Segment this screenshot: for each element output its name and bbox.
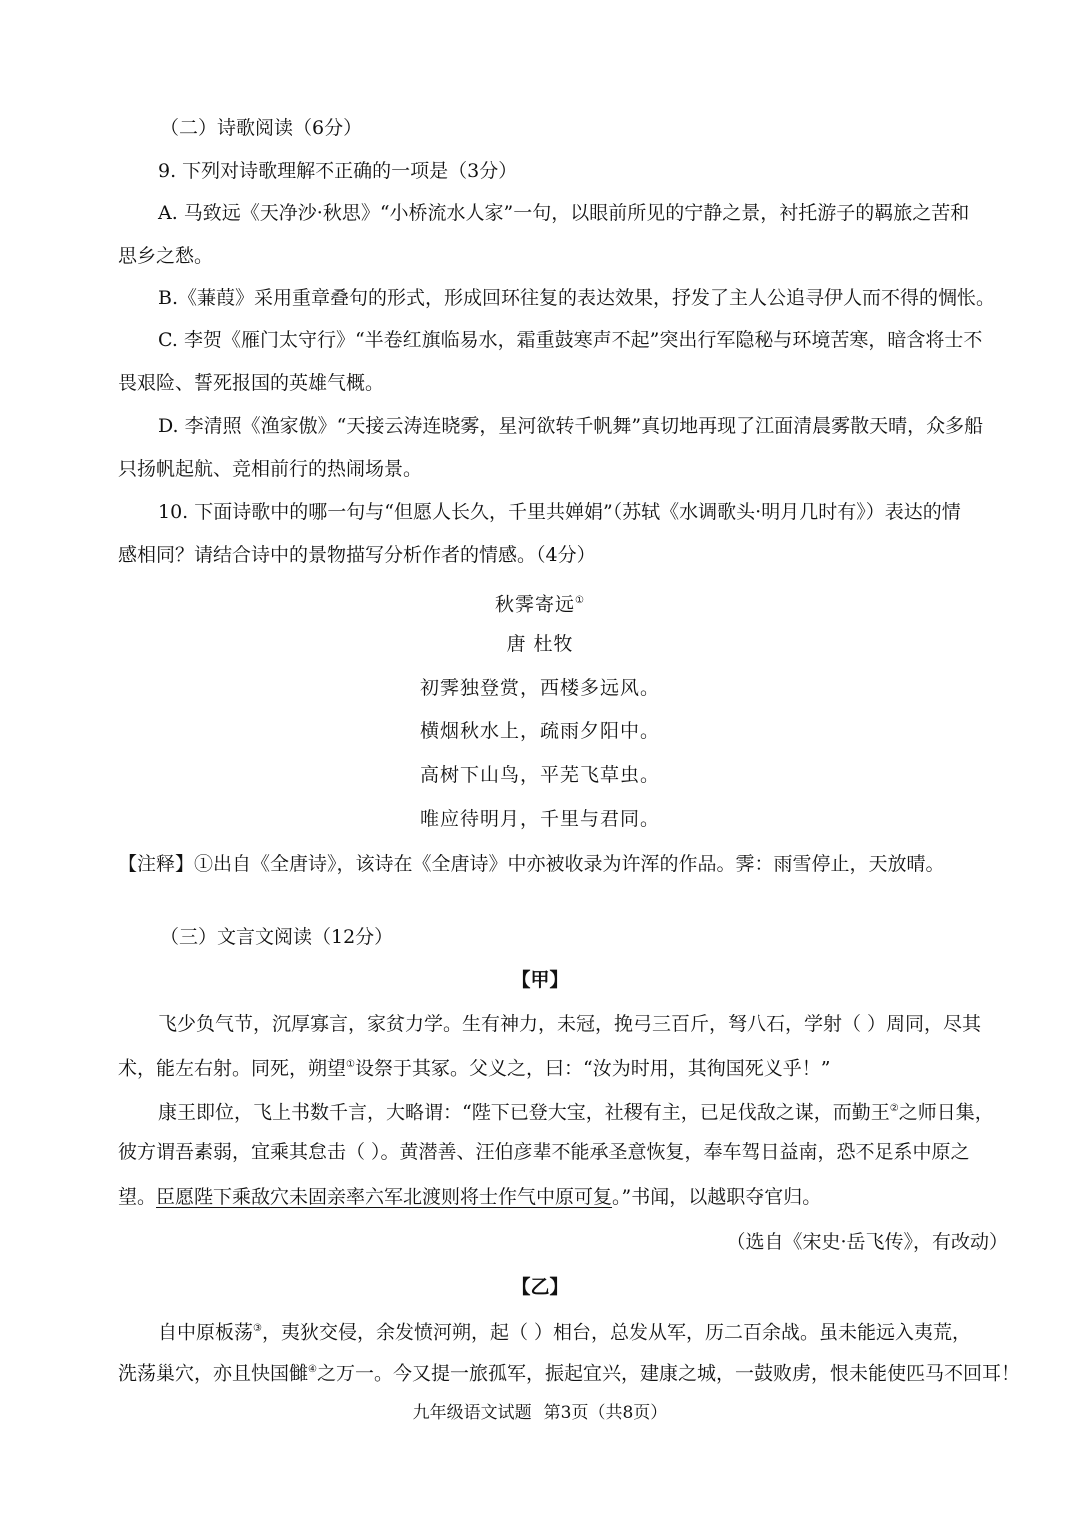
poem-title bbox=[0, 588, 1080, 617]
yi-line1 bbox=[158, 1316, 1018, 1345]
q9-option-b: B.《蒹葭》采用重章叠句的形式，形成回环往复的表达效果，抒发了主人公追寻伊人而不得的惆怅。 bbox=[158, 287, 996, 309]
jia-p1-line2-a: 术，能左右射。同死，朔望 bbox=[118, 1057, 347, 1080]
jia-p1-line1: 飞少负气节，沉厚寡言，家贫力学。生有神力，未冠，挽弓三百斤，弩八石，学射（ ）周同，尽其 bbox=[158, 1013, 982, 1035]
q10-stem-line1: 10. 下面诗歌中的哪一句与“但愿人长久，千里共婵娟”（苏轼《水调歌头·明月几时有》）表达的情 bbox=[158, 501, 961, 523]
note-mark-1: ① bbox=[346, 1059, 355, 1070]
poem-line-1: 初霁独登赏，西楼多远风。 bbox=[419, 677, 660, 699]
jia-source: （选自《宋史·岳飞传》，有改动） bbox=[726, 1231, 1008, 1253]
jia-p2-line1-b: 之师日集， bbox=[898, 1101, 994, 1124]
jia-p1-line2-b: 设祭于其冢。父义之，曰：“汝为时用，其徇国死义乎！” bbox=[354, 1057, 831, 1080]
section-2-title: （二）诗歌阅读（6分） bbox=[160, 117, 363, 139]
poem-line-2: 横烟秋水上，疏雨夕阳中。 bbox=[419, 720, 660, 742]
jia-p2-line1 bbox=[158, 1096, 1018, 1125]
passage-jia-label: 【甲】 bbox=[511, 969, 569, 991]
q9-option-d-line1: D. 李清照《渔家傲》“天接云涛连晓雾，星河欲转千帆舞”真切地再现了江面清晨雾散天晴，众多船 bbox=[158, 415, 984, 437]
note-mark-3: ③ bbox=[253, 1323, 262, 1334]
q9-option-c-line2: 畏艰险、誓死报国的英雄气概。 bbox=[118, 372, 385, 394]
jia-p1-line2 bbox=[118, 1052, 1018, 1081]
q10-stem-line2: 感相同？请结合诗中的景物描写分析作者的情感。（4分） bbox=[118, 544, 596, 566]
note-mark-2: ② bbox=[889, 1103, 899, 1114]
jia-p2-line3 bbox=[118, 1184, 1018, 1210]
underlined-sentence: 臣愿陛下乘敌穴未固亲率六军北渡则将士作气中原可复 bbox=[156, 1186, 613, 1208]
poem-annotation: 【注释】①出自《全唐诗》，该诗在《全唐诗》中亦被收录为许浑的作品。霁：雨雪停止，天放晴。 bbox=[118, 853, 945, 875]
note-mark-4: ④ bbox=[308, 1364, 317, 1375]
q9-stem: 9. 下列对诗歌理解不正确的一项是（3分） bbox=[158, 160, 518, 182]
q9-option-c-line1: C. 李贺《雁门太守行》“半卷红旗临易水，霜重鼓寒声不起”突出行军隐秘与环境苦寒，暗含将士不 bbox=[158, 329, 983, 351]
q9-option-a-line1: A. 马致远《天净沙·秋思》“小桥流水人家”一句，以眼前所见的宁静之景，衬托游子的羁旅之苦和 bbox=[158, 202, 970, 224]
poem-line-3: 高树下山鸟，平芜飞草虫。 bbox=[419, 764, 660, 786]
jia-p2-line1-a: 康王即位，飞上书数千言，大略谓：“陛下已登大宝，社稷有主，已足伐敌之谋，而勤王 bbox=[158, 1101, 890, 1124]
yi-line1-b: ，夷狄交侵，余发愤河朔，起（ ）相台，总发从军，历二百余战。虽未能远入夷荒， bbox=[261, 1321, 972, 1344]
poem-line-4: 唯应待明月，千里与君同。 bbox=[419, 808, 660, 830]
passage-yi-label: 【乙】 bbox=[511, 1276, 569, 1298]
yi-line2 bbox=[118, 1357, 1018, 1386]
yi-line1-a: 自中原板荡 bbox=[158, 1321, 254, 1344]
q9-option-a-line2: 思乡之愁。 bbox=[118, 245, 214, 267]
jia-p2-line3-b: 。”书闻，以越职夺官归。 bbox=[612, 1186, 822, 1208]
page-footer bbox=[0, 1400, 1080, 1426]
footer-page: 第3页（共8页） bbox=[543, 1403, 668, 1423]
yi-line2-a: 洗荡巢穴，亦且快国雠 bbox=[118, 1362, 309, 1385]
yi-line2-b: 之万一。今又提一旅孤军，振起宜兴，建康之城，一鼓败虏，恨未能使匹马不回耳！ bbox=[316, 1362, 1020, 1385]
q9-option-d-line2: 只扬帆起航、竞相前行的热闹场景。 bbox=[118, 458, 423, 480]
jia-p2-line3-a: 望。 bbox=[118, 1186, 157, 1208]
poem-title-note-mark: ① bbox=[575, 595, 585, 606]
jia-p2-line2: 彼方谓吾素弱，宜乘其怠击（ ）。黄潜善、汪伯彦辈不能承圣意恢复，奉车驾日益南，恐不足系中原之 bbox=[118, 1141, 970, 1163]
poem-author: 唐 杜牧 bbox=[506, 633, 574, 655]
footer-title: 九年级语文试题 bbox=[412, 1403, 532, 1423]
poem-title-text: 秋霁寄远 bbox=[495, 593, 576, 616]
section-3-title: （三）文言文阅读（12分） bbox=[160, 926, 394, 948]
